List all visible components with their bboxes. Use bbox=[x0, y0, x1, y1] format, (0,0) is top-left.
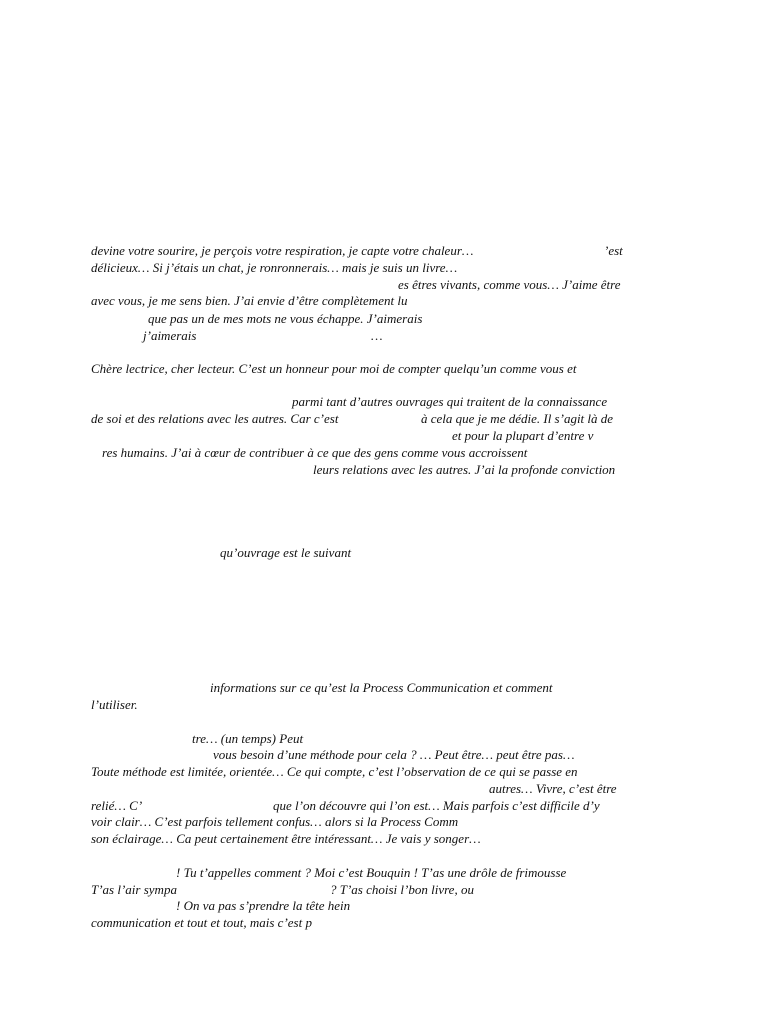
text-line: T’as l’air sympa bbox=[91, 882, 177, 897]
text-line: délicieux… Si j’étais un chat, je ronronnerais… mais je suis un livre… bbox=[91, 260, 458, 275]
text-line: parmi tant d’autres ouvrages qui traitent de la connaissance bbox=[292, 394, 608, 409]
text-line: ’est bbox=[604, 243, 623, 258]
text-line: l’utiliser. bbox=[91, 697, 138, 712]
text-line: que l’on découvre qui l’on est… Mais parfois c’est difficile d’y bbox=[273, 798, 600, 813]
text-line: qu’ouvrage est le suivant bbox=[220, 545, 352, 560]
text-line: avec vous, je me sens bien. J’ai envie d’être complètement lu bbox=[91, 293, 408, 308]
text-line: vous besoin d’une méthode pour cela ? … Peut être… peut être pas… bbox=[213, 747, 575, 762]
text-line: autres… Vivre, c’est être bbox=[489, 781, 617, 796]
text-line: ! Tu t’appelles comment ? Moi c’est Bouquin ! T’as une drôle de frimousse bbox=[176, 865, 567, 880]
text-line: et pour la plupart d’entre v bbox=[452, 428, 594, 443]
text-line: voir clair… C’est parfois tellement confus… alors si la Process Comm bbox=[91, 814, 459, 829]
text-line: son éclairage… Ca peut certainement être intéressant… Je vais y songer… bbox=[91, 831, 481, 846]
text-line: à cela que je me dédie. Il s’agit là de bbox=[421, 411, 614, 426]
text-line: leurs relations avec les autres. J’ai la profonde conviction bbox=[313, 462, 616, 477]
text-line: communication et tout et tout, mais c’est p bbox=[91, 915, 312, 930]
text-line: … bbox=[371, 328, 383, 343]
text-line: tre… (un temps) Peut bbox=[192, 731, 304, 746]
text-line: informations sur ce qu’est la Process Communication et comment bbox=[210, 680, 553, 695]
text-line: ! On va pas s’prendre la tête hein bbox=[176, 898, 351, 913]
text-line: j’aimerais bbox=[143, 328, 197, 343]
text-line: que pas un de mes mots ne vous échappe. J’aimerais bbox=[148, 311, 423, 326]
text-line: de soi et des relations avec les autres. Car c’est bbox=[91, 411, 339, 426]
text-line: devine votre sourire, je perçois votre respiration, je capte votre chaleur… bbox=[91, 243, 474, 258]
text-line: Toute méthode est limitée, orientée… Ce qui compte, c’est l’observation de ce qui se passe en bbox=[91, 764, 578, 779]
text-line: res humains. J’ai à cœur de contribuer à ce que des gens comme vous accroissent bbox=[102, 445, 528, 460]
text-line: es êtres vivants, comme vous… J’aime être bbox=[398, 277, 621, 292]
text-line: ? T’as choisi l’bon livre, ou bbox=[330, 882, 474, 897]
text-line: relié… C’ bbox=[91, 798, 143, 813]
text-line: Chère lectrice, cher lecteur. C’est un honneur pour moi de compter quelqu’un comme vous et bbox=[91, 361, 577, 376]
